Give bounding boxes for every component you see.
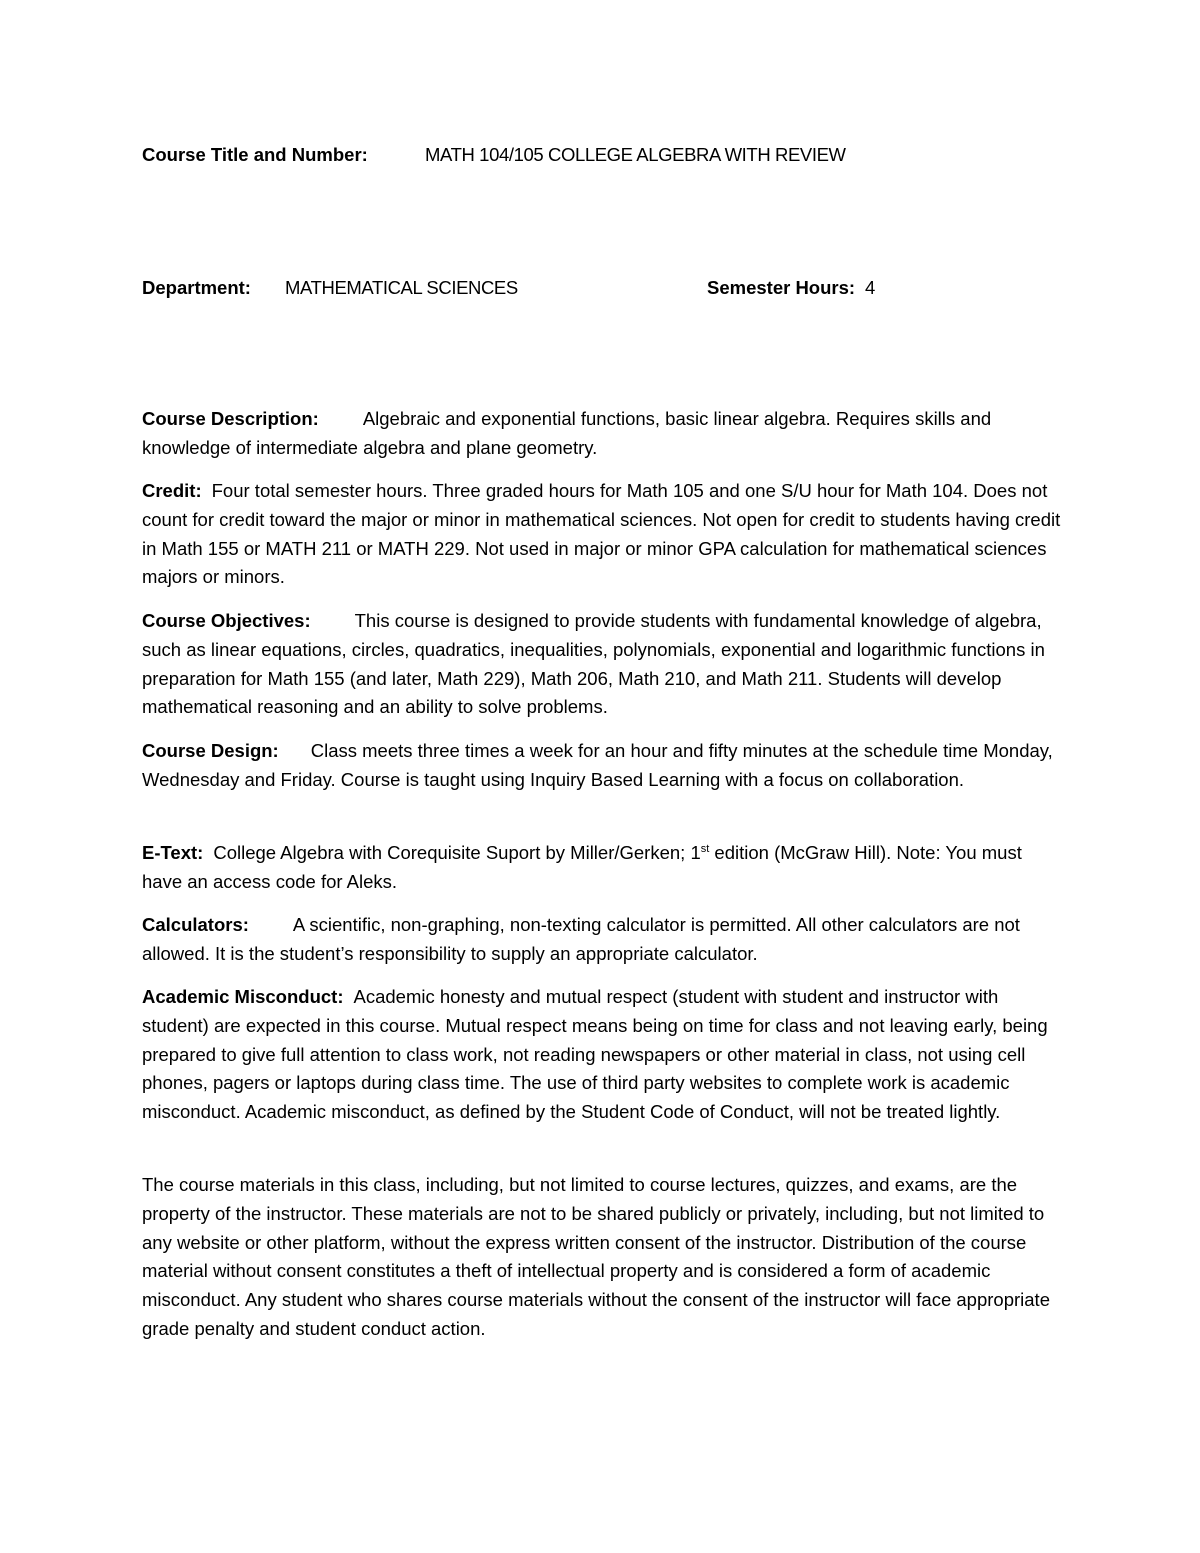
department-label: Department: (142, 277, 251, 298)
course-design-text: Class meets three times a week for an hour and fifty minutes at the schedule time Monday, Wednesday and Friday. Course is taught using Inquiry Based Learning with a focus on collaboration. (142, 740, 1053, 790)
etext-section (142, 839, 1067, 897)
course-title-row (142, 141, 368, 169)
etext-text: College Algebra with Corequisite Suport by Miller/Gerken; 1 (213, 842, 701, 863)
semester-hours-value: 4 (865, 277, 875, 298)
academic-misconduct-label: Academic Misconduct: (142, 986, 344, 1007)
course-materials-paragraph (142, 1171, 1067, 1344)
course-description-section (142, 405, 1067, 463)
department-row (142, 274, 251, 302)
course-objectives-label: Course Objectives: (142, 610, 311, 631)
etext-superscript: st (700, 842, 710, 855)
course-description-label: Course Description: (142, 408, 319, 429)
calculators-section (142, 911, 1067, 969)
semester-hours-label: Semester Hours: (707, 277, 856, 298)
course-title-value: MATH 104/105 COLLEGE ALGEBRA WITH REVIEW (425, 144, 846, 165)
credit-section (142, 477, 1067, 592)
credit-label: Credit: (142, 480, 202, 501)
etext-text-after: edition (McGraw Hill). Note: You must have an access code for Aleks. (142, 842, 1022, 892)
academic-misconduct-text: Academic honesty and mutual respect (student with student and instructor with student) are expected in this course. Mutual respect means being on time for class and not leaving early, being prepared to give full attention to class work, not reading newspapers or other material in class, not using cell phones, pagers or laptops during class time. The use of third party websites to complete work is academic misconduct. Academic misconduct, as defined by the Student Code of Conduct, will not be treated lightly. (142, 986, 1048, 1123)
course-description-text: Algebraic and exponential functions, basic linear algebra. Requires skills and knowledge of intermediate algebra and plane geometry. (142, 408, 992, 458)
credit-text: Four total semester hours. Three graded hours for Math 105 and one S/U hour for Math 104. Does not count for credit toward the major or minor in mathematical sciences. Not open for credit to students having credit in Math 155 or MATH 211 or MATH 229. Not used in major or minor GPA calculation for mathematical sciences majors or minors. (142, 480, 1061, 588)
department-value: MATHEMATICAL SCIENCES (285, 277, 518, 298)
calculators-label: Calculators: (142, 914, 249, 935)
academic-misconduct-section (142, 983, 1067, 1127)
course-objectives-section (142, 607, 1067, 722)
course-materials-text: The course materials in this class, including, but not limited to course lectures, quizzes, and exams, are the property of the instructor. These materials are not to be shared publicly or privately, including, but not limited to any website or other platform, without the express written consent of the instructor. Distribution of the course material without consent constitutes a theft of intellectual property and is considered a form of academic misconduct. Any student who shares course materials without the consent of the instructor will face appropriate grade penalty and student conduct action. (142, 1174, 1050, 1339)
course-design-label: Course Design: (142, 740, 279, 761)
calculators-text: A scientific, non-graphing, non-texting calculator is permitted. All other calculators are not allowed. It is the student’s responsibility to supply an appropriate calculator. (142, 914, 1020, 964)
course-objectives-text: This course is designed to provide students with fundamental knowledge of algebra, such as linear equations, circles, quadratics, inequalities, polynomials, exponential and logarithmic functions in preparation for Math 155 (and later, Math 229), Math 206, Math 210, and Math 211. Students will develop mathematical reasoning and an ability to solve problems. (142, 610, 1045, 718)
course-design-section (142, 737, 1067, 795)
course-title-label: Course Title and Number: (142, 144, 368, 165)
etext-label: E-Text: (142, 842, 204, 863)
